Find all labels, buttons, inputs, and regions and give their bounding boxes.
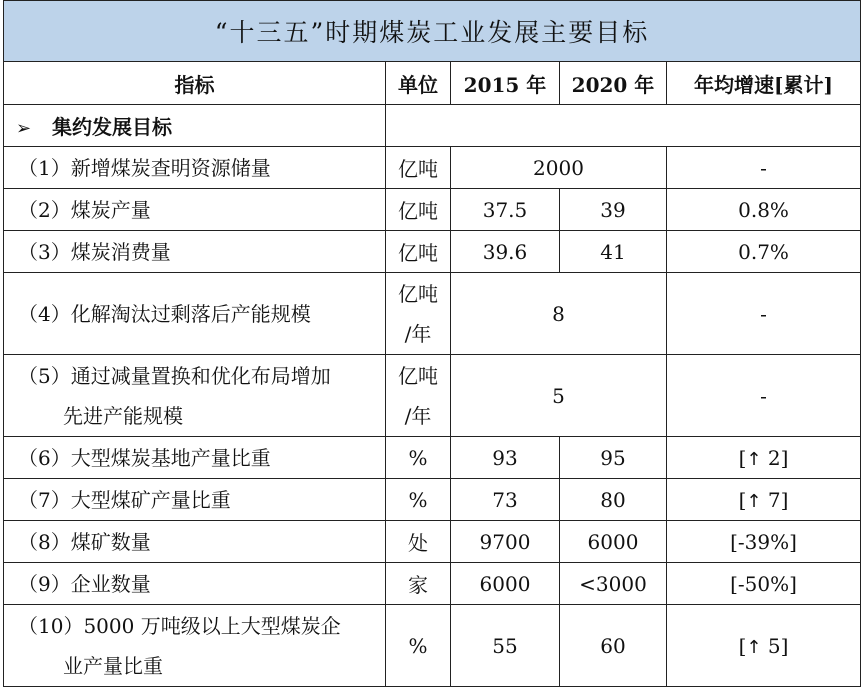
unit-line-1: 亿吨 (398, 281, 438, 306)
bracket-open: [ (738, 445, 747, 470)
table-row (4, 521, 861, 563)
section-marker-icon: ➢ (16, 118, 32, 139)
header-growth: 年均增速[累计] (667, 62, 861, 105)
indicator-cell: （7）大型煤矿产量比重 (4, 479, 386, 521)
value-2015-cell: 37.5 (451, 189, 560, 231)
indicator-cell (4, 605, 386, 687)
table-row (4, 479, 861, 521)
growth-value: 2] (767, 445, 789, 470)
growth-cell (667, 479, 861, 521)
table-row (4, 231, 861, 273)
growth-value: 5] (767, 633, 789, 658)
value-2015-cell: 73 (451, 479, 560, 521)
targets-table (3, 0, 861, 687)
value-2015-cell: 93 (451, 437, 560, 479)
indicator-cell: （1）新增煤炭查明资源储量 (4, 147, 386, 189)
value-2020-cell: 95 (560, 437, 667, 479)
indicator-line-2: 业产量比重 (63, 653, 163, 678)
section-empty-cell (386, 105, 861, 147)
header-unit: 单位 (386, 62, 451, 105)
value-2015-cell: 9700 (451, 521, 560, 563)
growth-cell: [-50%] (667, 563, 861, 605)
value-2020-cell: 39 (560, 189, 667, 231)
up-arrow-icon: ↑ (746, 448, 762, 470)
table-row (4, 355, 861, 437)
unit-cell: 亿吨 (386, 147, 451, 189)
table-row (4, 437, 861, 479)
value-2020-cell: 41 (560, 231, 667, 273)
header-2015: 2015 年 (451, 62, 560, 105)
up-arrow-icon: ↑ (746, 490, 762, 512)
indicator-cell: （2）煤炭产量 (4, 189, 386, 231)
growth-cell: - (667, 147, 861, 189)
unit-cell: 亿吨 (386, 189, 451, 231)
unit-cell: % (386, 605, 451, 687)
merged-value-cell: 2000 (451, 147, 667, 189)
header-2020: 2020 年 (560, 62, 667, 105)
table-title: “十三五”时期煤炭工业发展主要目标 (4, 1, 861, 62)
value-2020-cell: 80 (560, 479, 667, 521)
unit-cell: 亿吨 (386, 231, 451, 273)
bracket-open: [ (738, 633, 747, 658)
section-title (4, 105, 386, 147)
table-row (4, 605, 861, 687)
indicator-cell: （4）化解淘汰过剩落后产能规模 (4, 273, 386, 355)
value-2015-cell: 55 (451, 605, 560, 687)
value-2020-cell: 60 (560, 605, 667, 687)
unit-line-2: /年 (404, 321, 432, 346)
unit-cell: % (386, 437, 451, 479)
value-2020-cell: <3000 (560, 563, 667, 605)
unit-cell: 处 (386, 521, 451, 563)
growth-cell: - (667, 355, 861, 437)
value-2015-cell: 39.6 (451, 231, 560, 273)
header-indicator: 指标 (4, 62, 386, 105)
growth-cell: - (667, 273, 861, 355)
growth-cell: [-39%] (667, 521, 861, 563)
indicator-line-1: （10）5000 万吨级以上大型煤炭企 (18, 613, 341, 638)
value-2015-cell: 6000 (451, 563, 560, 605)
value-2020-cell: 6000 (560, 521, 667, 563)
section-row (4, 105, 861, 147)
indicator-cell: （3）煤炭消费量 (4, 231, 386, 273)
growth-cell: 0.7% (667, 231, 861, 273)
table-row (4, 147, 861, 189)
bracket-open: [ (738, 487, 747, 512)
table-row (4, 273, 861, 355)
unit-line-1: 亿吨 (398, 363, 438, 388)
unit-cell: 家 (386, 563, 451, 605)
unit-cell (386, 273, 451, 355)
growth-cell (667, 605, 861, 687)
header-row (4, 62, 861, 105)
merged-value-cell: 5 (451, 355, 667, 437)
growth-cell: 0.8% (667, 189, 861, 231)
merged-value-cell: 8 (451, 273, 667, 355)
up-arrow-icon: ↑ (746, 636, 762, 658)
indicator-cell: （6）大型煤炭基地产量比重 (4, 437, 386, 479)
unit-line-2: /年 (404, 403, 432, 428)
growth-value: 7] (767, 487, 789, 512)
unit-cell (386, 355, 451, 437)
section-label: 集约发展目标 (51, 115, 172, 139)
indicator-cell: （9）企业数量 (4, 563, 386, 605)
table-row (4, 563, 861, 605)
indicator-line-1: （5）通过减量置换和优化布局增加 (18, 363, 331, 388)
table-row (4, 189, 861, 231)
unit-cell: % (386, 479, 451, 521)
growth-cell (667, 437, 861, 479)
indicator-cell (4, 355, 386, 437)
indicator-cell: （8）煤矿数量 (4, 521, 386, 563)
indicator-line-2: 先进产能规模 (63, 403, 183, 428)
